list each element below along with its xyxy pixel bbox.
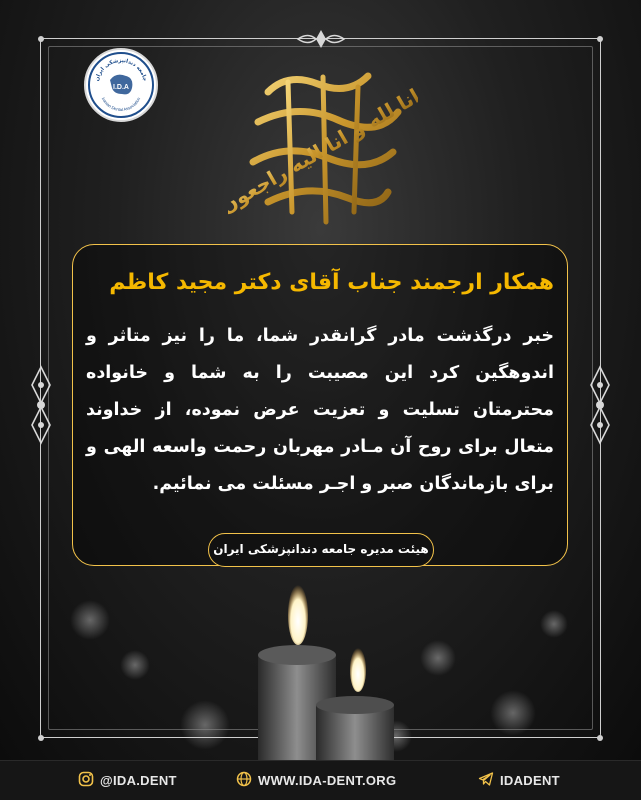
calligraphy-emblem	[228, 62, 418, 242]
logo-english: Iranian Dental Association	[100, 96, 142, 113]
calligraphy-text: انا لله و انا الیه راجعون	[228, 83, 418, 219]
ornament-top-icon	[296, 28, 346, 50]
message-body: خبر درگذشت مادر گرانقدر شما، ما را نیز متاثر و اندوهگین کرد این مصیبت را به شما و خانواده محترمتان تسلیت و تعزیت عرض نموده، از خداوند متعال برای روح آن مـادر مهربان رحمت واسعه الهی و برای بازماندگان صبر و اجـر مسئلت می نمائیم.	[86, 326, 554, 494]
candle-icon	[230, 575, 400, 760]
website-link[interactable]	[236, 761, 416, 800]
footer-bar	[0, 760, 641, 800]
corner-ornament-icon	[593, 731, 607, 745]
telegram-link[interactable]	[478, 761, 588, 800]
instagram-handle: @IDA.DENT	[100, 773, 177, 788]
telegram-handle: IDADENT	[500, 773, 560, 788]
ida-logo	[84, 48, 158, 122]
ornament-right-icon	[585, 365, 615, 445]
website-url: WWW.IDA-DENT.ORG	[258, 773, 397, 788]
instagram-icon	[78, 771, 94, 787]
signature-badge: هیئت مدیره جامعه دندانپزشکی ایران	[208, 533, 434, 567]
message-title: همکار ارجمند جناب آقای دکتر مجید کاظم	[109, 270, 554, 295]
logo-abbr: I.D.A	[113, 84, 129, 91]
telegram-icon	[478, 771, 494, 787]
globe-icon	[236, 771, 252, 787]
ornament-left-icon	[26, 365, 56, 445]
corner-ornament-icon	[34, 731, 48, 745]
corner-ornament-icon	[34, 32, 48, 46]
instagram-link[interactable]	[78, 761, 198, 800]
corner-ornament-icon	[593, 32, 607, 46]
logo-arc-text: جامعه دندانپزشکی ایران	[94, 57, 148, 82]
